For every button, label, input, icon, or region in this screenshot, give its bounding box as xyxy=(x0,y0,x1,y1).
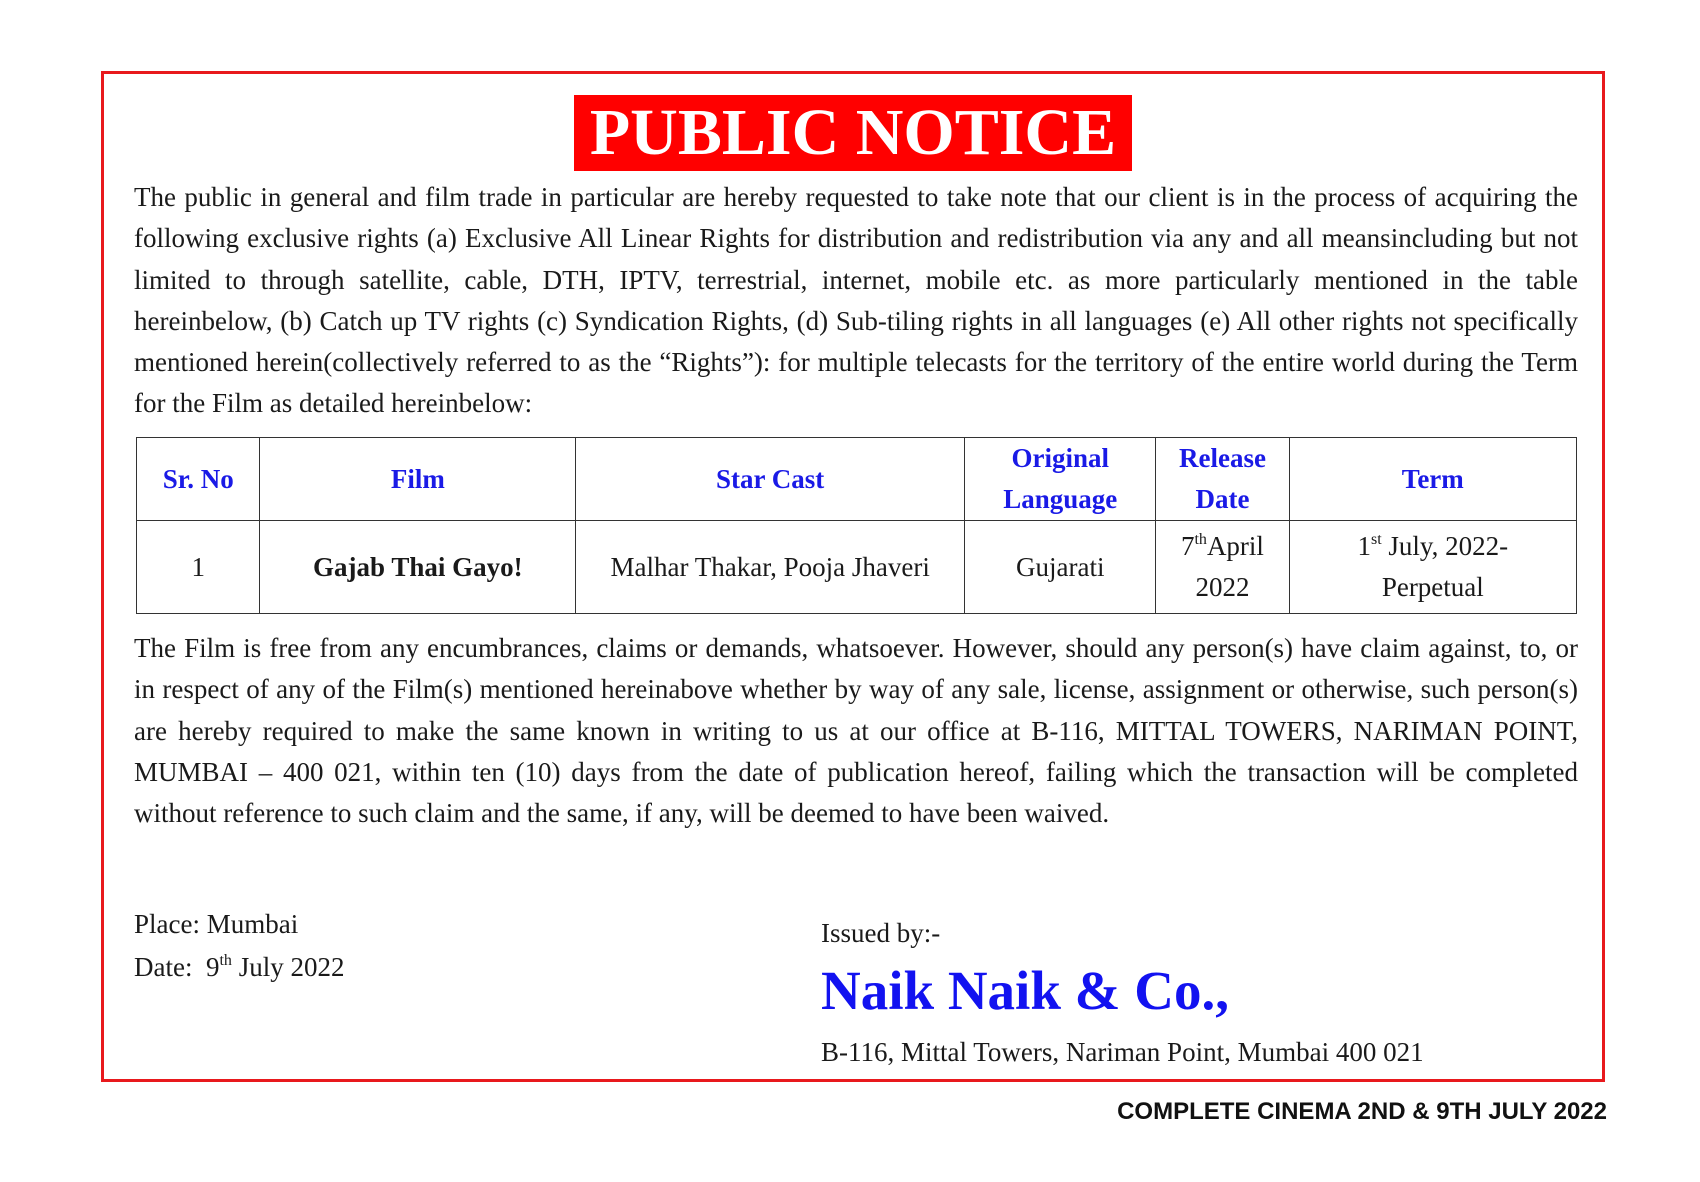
notice-frame xyxy=(101,71,1605,1082)
films-table xyxy=(136,437,1577,614)
release-day-suffix: th xyxy=(1194,531,1207,548)
cell-term xyxy=(1289,521,1576,614)
term-rest: July, 2022- xyxy=(1381,531,1509,561)
header-original-language xyxy=(965,438,1156,521)
header-original-language-line2: Language xyxy=(1003,484,1118,514)
intro-paragraph: The public in general and film trade in particular are hereby requested to take note that our client is in the process of acquiring the following exclusive rights (a) Exclusive All Linear Rights for distribution and redistribution via any and all meansincluding but not limited to through satellite, cable, DTH, IPTV, terrestrial, internet, mobile etc. as more particularly mentioned in the table hereinbelow, (b) Catch up TV rights (c) Syndication Rights, (d) Sub-tiling rights in all languages (e) All other rights not specifically mentioned herein(collectively referred to as the “Rights”): for multiple telecasts for the territory of the entire world during the Term for the Film as detailed hereinbelow: xyxy=(134,182,1578,419)
header-release-date-line1: Release xyxy=(1178,443,1266,473)
header-original-language-line1: Original xyxy=(1011,443,1109,473)
header-sr-no: Sr. No xyxy=(137,438,260,521)
firm-name: Naik Naik & Co., xyxy=(821,960,1229,1021)
date-line xyxy=(134,946,344,989)
title-wrap xyxy=(104,95,1602,171)
firm-address: B-116, Mittal Towers, Nariman Point, Mumbai 400 021 xyxy=(821,1037,1424,1067)
body-paragraph: The Film is free from any encumbrances, claims or demands, whatsoever. However, should any person(s) have claim against, to, or in respect of any of the Film(s) mentioned hereinabove whether by way of any sale, license, assignment or otherwise, such person(s) are hereby required to make the same known in writing to us at our office at B-116, MITTAL TOWERS, NARIMAN POINT, MUMBAI – 400 021, within ten (10) days from the date of publication hereof, failing which the transaction will be completed without reference to such claim and the same, if any, will be deemed to have been waived. xyxy=(134,633,1578,829)
date-prefix: Date: 9 xyxy=(134,952,220,982)
term-day: 1 xyxy=(1357,531,1371,561)
term-day-suffix: st xyxy=(1370,531,1382,548)
issued-by-label: Issued by:- xyxy=(821,918,941,948)
header-film: Film xyxy=(260,438,576,521)
header-release-date-line2: Date xyxy=(1195,484,1250,514)
release-day: 7 xyxy=(1180,531,1195,561)
table-header-row xyxy=(137,438,1577,521)
place-date-block xyxy=(134,903,344,989)
release-month: April xyxy=(1206,531,1264,561)
cell-language: Gujarati xyxy=(965,521,1156,614)
cell-release-date xyxy=(1156,521,1289,614)
cell-sr-no: 1 xyxy=(137,521,260,614)
place-line: Place: Mumbai xyxy=(134,909,299,939)
publication-footer: COMPLETE CINEMA 2ND & 9TH JULY 2022 xyxy=(1117,1098,1607,1125)
term-line2: Perpetual xyxy=(1381,572,1484,602)
cell-star-cast: Malhar Thakar, Pooja Jhaveri xyxy=(576,521,965,614)
header-star-cast: Star Cast xyxy=(576,438,965,521)
header-term: Term xyxy=(1289,438,1576,521)
cell-film: Gajab Thai Gayo! xyxy=(260,521,576,614)
header-release-date xyxy=(1156,438,1289,521)
release-year: 2022 xyxy=(1195,572,1250,602)
table-row xyxy=(137,521,1577,614)
notice-title: PUBLIC NOTICE xyxy=(574,95,1132,171)
date-rest: July 2022 xyxy=(231,952,345,982)
date-suffix: th xyxy=(219,952,232,969)
